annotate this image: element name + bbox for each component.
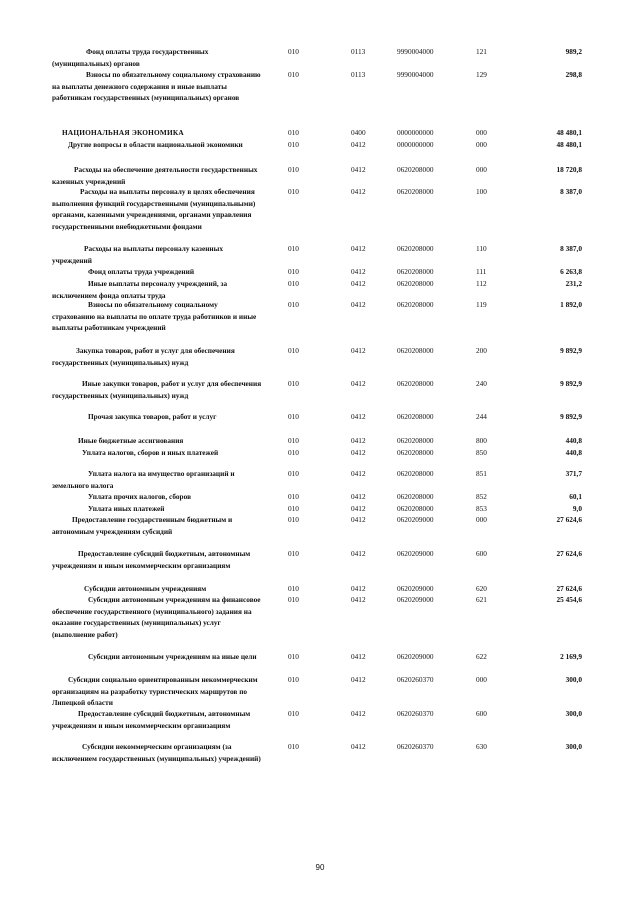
row-sum: 440,8 [565,448,582,457]
row-rz: 010 [288,469,299,478]
row-csr: 0620209000 [397,652,434,661]
row-sum: 6 263,8 [560,267,582,276]
row-name: Субсидии некоммерческим организациям (за исключением государственных (муниципальных) учреждений) [52,742,261,763]
row-vr: 853 [476,504,487,513]
row-name: Взносы по обязательному социальному страхованию на выплаты по оплате труда работников и иные выплаты работникам учреждений [52,300,257,333]
row-name: Субсидии автономным учреждениям на финансовое обеспечение государственного (муниципального) задания на оказание государственных (муниципальных) услуг (выполнение работ) [52,595,261,639]
row-name: Уплата иных платежей [88,504,165,513]
row-sum: 9 892,9 [560,379,582,388]
row-rz: 010 [288,515,299,524]
row-sum: 8 387,0 [560,244,582,253]
row-vr: 000 [476,515,487,524]
row-vr: 800 [476,436,487,445]
row-rz: 010 [288,436,299,445]
page-number: 90 [315,863,325,872]
row-rz: 010 [288,584,299,593]
row-vr: 000 [476,140,487,149]
row-csr: 0620208000 [397,492,434,501]
row-rz: 010 [288,47,299,56]
row-vr: 112 [476,279,487,288]
row-csr: 0620208000 [397,187,434,196]
row-name: Субсидии автономным учреждениям на иные цели [88,652,257,661]
row-pr: 0412 [351,187,366,196]
row-rz: 010 [288,267,299,276]
row-vr: 622 [476,652,487,661]
row-pr: 0412 [351,165,366,174]
row-rz: 010 [288,504,299,513]
row-pr: 0400 [351,128,366,137]
row-name: НАЦИОНАЛЬНАЯ ЭКОНОМИКА [62,128,184,137]
row-csr: 0620208000 [397,300,434,309]
row-sum: 300,0 [565,709,582,718]
row-csr: 0620260370 [397,675,434,684]
row-pr: 0412 [351,448,366,457]
row-vr: 200 [476,346,487,355]
row-rz: 010 [288,709,299,718]
row-csr: 0620208000 [397,267,434,276]
row-rz: 010 [288,70,299,79]
row-pr: 0412 [351,492,366,501]
row-rz: 010 [288,448,299,457]
row-pr: 0412 [351,584,366,593]
row-pr: 0113 [351,47,366,56]
row-vr: 121 [476,47,487,56]
row-vr: 000 [476,128,487,137]
row-name: Другие вопросы в области национальной экономики [68,140,243,149]
row-sum: 1 892,0 [560,300,582,309]
row-name: Закупка товаров, работ и услуг для обеспечения государственных (муниципальных) нужд [52,346,235,367]
row-sum: 300,0 [565,742,582,751]
row-csr: 0620208000 [397,469,434,478]
row-name: Уплата прочих налогов, сборов [88,492,192,501]
row-pr: 0412 [351,549,366,558]
row-pr: 0412 [351,267,366,276]
row-sum: 48 480,1 [556,140,582,149]
row-rz: 010 [288,244,299,253]
row-sum: 9 892,9 [560,412,582,421]
row-pr: 0412 [351,515,366,524]
row-pr: 0412 [351,504,366,513]
row-sum: 2 169,9 [560,652,582,661]
row-csr: 0620208000 [397,165,434,174]
row-rz: 010 [288,492,299,501]
row-sum: 27 624,6 [556,549,582,558]
row-vr: 851 [476,469,487,478]
row-csr: 0620208000 [397,504,434,513]
row-vr: 621 [476,595,487,604]
row-vr: 850 [476,448,487,457]
row-vr: 000 [476,165,487,174]
row-pr: 0412 [351,279,366,288]
row-sum: 27 624,6 [556,515,582,524]
row-rz: 010 [288,140,299,149]
row-csr: 0620260370 [397,742,434,751]
row-pr: 0412 [351,140,366,149]
row-name: Иные закупки товаров, работ и услуг для обеспечения государственных (муниципальных) нужд [52,379,262,400]
row-pr: 0412 [351,652,366,661]
row-csr: 0620208000 [397,346,434,355]
row-vr: 620 [476,584,487,593]
row-rz: 010 [288,549,299,558]
row-sum: 18 720,8 [556,165,582,174]
row-rz: 010 [288,279,299,288]
row-csr: 0620208000 [397,412,434,421]
row-csr: 0620209000 [397,515,434,524]
row-vr: 110 [476,244,487,253]
row-sum: 371,7 [565,469,582,478]
row-csr: 0620209000 [397,595,434,604]
row-csr: 0000000000 [397,128,434,137]
row-pr: 0412 [351,379,366,388]
row-sum: 27 624,6 [556,584,582,593]
row-csr: 0620209000 [397,584,434,593]
row-pr: 0113 [351,70,366,79]
row-name: Субсидии социально ориентированным некоммерческим организациям на разработку туристических маршрутов по Липецкой области [52,675,258,708]
row-vr: 244 [476,412,487,421]
row-name: Предоставление субсидий бюджетным, автономным учреждениям и иным некоммерческим организациям [52,709,251,730]
row-pr: 0412 [351,675,366,684]
row-sum: 300,0 [565,675,582,684]
row-rz: 010 [288,300,299,309]
row-rz: 010 [288,675,299,684]
row-csr: 0620208000 [397,448,434,457]
row-pr: 0412 [351,346,366,355]
row-vr: 600 [476,709,487,718]
row-pr: 0412 [351,300,366,309]
row-csr: 0620209000 [397,549,434,558]
row-csr: 0620208000 [397,436,434,445]
row-sum: 298,8 [565,70,582,79]
row-csr: 0620208000 [397,244,434,253]
row-rz: 010 [288,346,299,355]
row-sum: 8 387,0 [560,187,582,196]
row-name: Расходы на выплаты персоналу в целях обеспечения выполнения функций государственными (муниципальными) органами, казенными учреждениями, органами управления государственными внебюджетными фондами [52,187,256,231]
row-vr: 119 [476,300,487,309]
row-pr: 0412 [351,436,366,445]
row-sum: 231,2 [565,279,582,288]
row-sum: 9 892,9 [560,346,582,355]
row-pr: 0412 [351,595,366,604]
row-pr: 0412 [351,742,366,751]
row-name: Взносы по обязательному социальному страхованию на выплаты денежного содержания и иные выплаты работникам государственных (муниципальных) органов [52,70,261,103]
row-pr: 0412 [351,469,366,478]
row-name: Фонд оплаты труда государственных (муниципальных) органов [52,47,209,68]
row-vr: 129 [476,70,487,79]
row-name: Прочая закупка товаров, работ и услуг [88,412,217,421]
row-name: Иные выплаты персоналу учреждений, за исключением фонда оплаты труда [52,279,228,300]
row-vr: 240 [476,379,487,388]
row-rz: 010 [288,595,299,604]
row-name: Фонд оплаты труда учреждений [88,267,195,276]
row-sum: 989,2 [565,47,582,56]
row-rz: 010 [288,742,299,751]
row-rz: 010 [288,165,299,174]
row-csr: 9990004000 [397,47,434,56]
row-sum: 48 480,1 [556,128,582,137]
row-sum: 60,1 [569,492,582,501]
row-pr: 0412 [351,709,366,718]
row-name: Расходы на выплаты персоналу казенных учреждений [52,244,223,265]
row-name: Предоставление государственным бюджетным и автономным учреждениям субсидий [52,515,233,536]
row-rz: 010 [288,187,299,196]
row-rz: 010 [288,379,299,388]
row-pr: 0412 [351,412,366,421]
row-csr: 0620208000 [397,279,434,288]
row-rz: 010 [288,652,299,661]
row-name: Расходы на обеспечение деятельности государственных казенных учреждений [52,165,258,186]
row-vr: 852 [476,492,487,501]
row-pr: 0412 [351,244,366,253]
row-vr: 000 [476,675,487,684]
row-vr: 600 [476,549,487,558]
row-vr: 630 [476,742,487,751]
row-csr: 0620208000 [397,379,434,388]
row-name: Уплата налога на имущество организаций и земельного налога [52,469,235,490]
row-sum: 25 454,6 [556,595,582,604]
row-name: Предоставление субсидий бюджетным, автономным учреждениям и иным некоммерческим организациям [52,549,251,570]
row-name: Иные бюджетные ассигнования [78,436,184,445]
row-sum: 9,0 [572,504,582,513]
row-csr: 0620260370 [397,709,434,718]
row-sum: 440,8 [565,436,582,445]
row-rz: 010 [288,412,299,421]
row-csr: 9990004000 [397,70,434,79]
row-csr: 0000000000 [397,140,434,149]
row-name: Уплата налогов, сборов и иных платежей [82,448,219,457]
row-rz: 010 [288,128,299,137]
row-vr: 100 [476,187,487,196]
row-vr: 111 [476,267,487,276]
row-name: Субсидии автономным учреждениям [84,584,207,593]
